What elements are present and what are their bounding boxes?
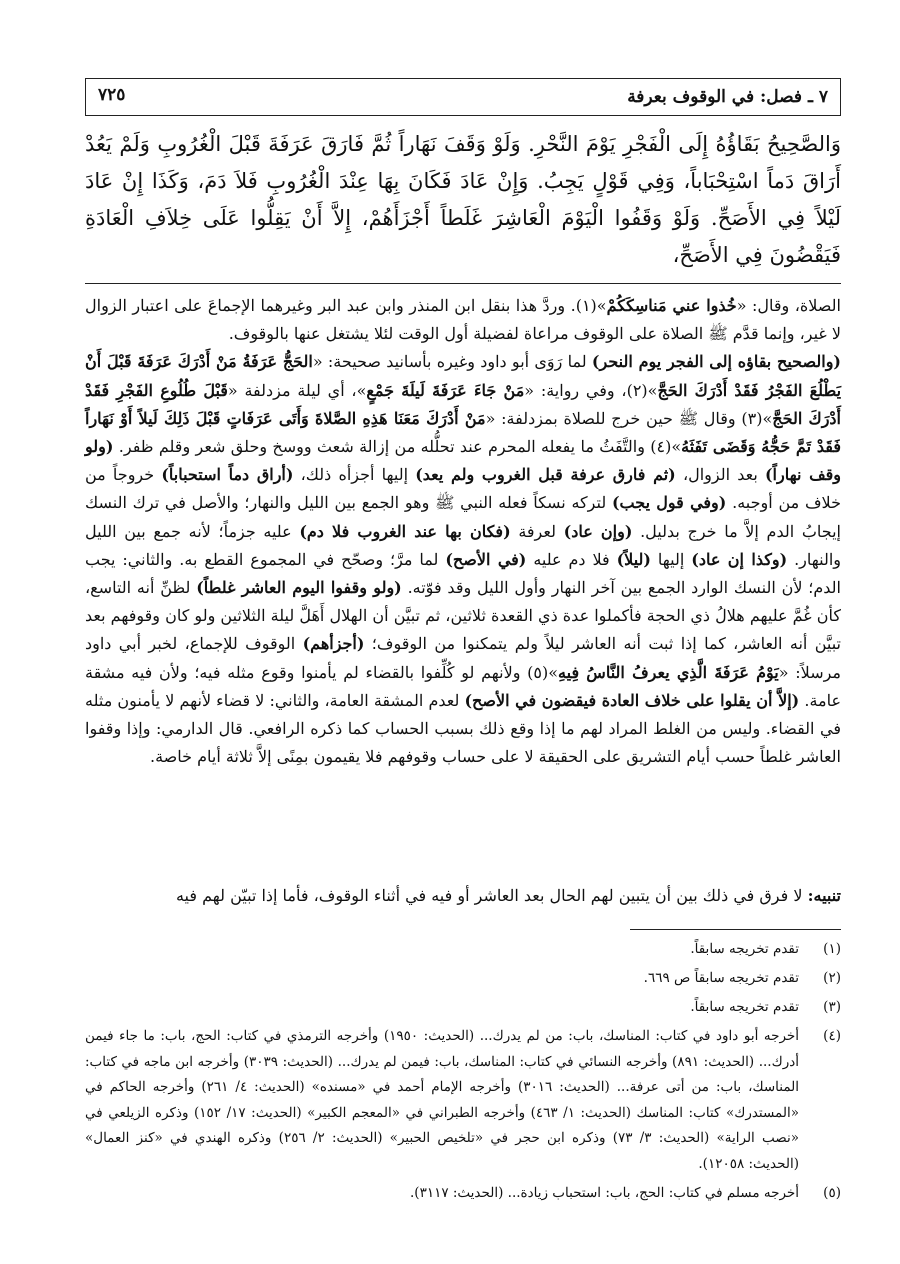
commentary-run: لظنِّ أنه التاسع، كأن غُمَّ عليهم هلالُ ذي الحجة فأكملوا عدة ذي القعدة ثلاثين، ثم تبيَّن أن الهلال أَهَلَّ ليلة الثلاثين ولو كان وقوفهم بعد تبيَّن أنه العاشر، كما إذا ثبت أنه العاشر ليلاً ولم يتمكنوا من الوقوف؛ [85, 578, 841, 654]
main-text: وَالصَّحِيحُ بَقَاؤُهُ إِلَى الْفَجْرِ يَوْمَ النَّحْرِ. وَلَوْ وَقَفَ نَهَاراً ثُمَّ فَارَقَ عَرَفَةَ قَبْلَ الْغُرُوبِ وَلَمْ يَعُدْ أَرَاقَ دَماً اسْتِحْبَاباً، وَفِي قَوْلٍ يَجِبُ. وَإِنْ عَادَ فَكَانَ بِهَا عِنْدَ الْغُرُوبِ فَلاَ دَمَ، وَكَذَا إِنْ عَادَ لَيْلاً فِي الأَصَحِّ. وَلَوْ وَقَفُوا الْيَوْمَ الْعَاشِرَ غَلَطاً أَجْزَأَهُمْ، إِلاَّ أَنْ يَقِلُّوا عَلَى خِلاَفِ الْعَادَةِ فَيَقْضُونَ فِي الأَصَحِّ، [85, 132, 841, 267]
note-text: لا فرق في ذلك بين أن يتبين لهم الحال بعد العاشر أو فيه في أثناء الوقوف، فأما إذا تبيّن لهم فيه [175, 886, 808, 905]
section-divider [85, 283, 841, 284]
footnote [85, 1181, 841, 1206]
commentary-bold-run: (ولو وقفوا اليوم العاشر غلطاً) [196, 578, 402, 598]
commentary-run: الصلاة، وقال: « [736, 296, 841, 315]
commentary-run: بعد الزوال، [675, 465, 765, 485]
commentary-run: الوقوف للإجماع، لخبر أبي داود مرسلاً: « [85, 634, 842, 682]
commentary-bold-run: الحَجُّ عَرَفَةُ مَنْ أَدْرَكَ عَرَفَةَ قَبْلَ أَنْ يَطْلُعَ الفَجْرُ فَقَدْ أَدْرَكَ الحَجَّ [85, 352, 842, 400]
note-label: تنبيه: [807, 886, 841, 905]
commentary-bold-run: (أراق دماً استحباباً) [161, 465, 294, 485]
footnote [85, 995, 841, 1020]
commentary-run: »(٢)، وفي رواية: « [524, 380, 658, 400]
commentary-bold-run: (إلاَّ أن يقلوا على خلاف العادة فيقضون في الأصح) [464, 690, 800, 710]
footnote-text: تقدم تخريجه سابقاً. [690, 999, 799, 1015]
commentary-run: خروجاً من خلاف من أوجبه. [85, 465, 841, 513]
footnote-number: (٥) [823, 1185, 841, 1201]
commentary-run: إليها أجزأه ذلك، [293, 465, 416, 485]
footnote-number: (١) [823, 941, 841, 957]
footnote [85, 1024, 841, 1177]
note-paragraph [85, 882, 841, 910]
commentary-bold-run: خُذوا عني مَناسِكَكُمْ [606, 296, 737, 315]
page-number: ٧٢٥ [98, 85, 126, 105]
commentary-paragraph [85, 348, 841, 771]
commentary-run: عليه جزماً؛ لأنه جمع بين الليل والنهار. [85, 521, 842, 569]
footnotes [85, 937, 841, 1210]
commentary-paragraph [85, 292, 841, 348]
footnote-number: (٤) [823, 1028, 841, 1044]
commentary-bold-run: (وكذا إن عاد) [691, 549, 788, 569]
commentary-bold-run: (وفي قول يجب) [611, 493, 727, 513]
commentary-bold-run: (أجزأهم) [302, 634, 365, 654]
commentary [85, 292, 841, 771]
commentary-run: »(٣) وقال ﷺ حين خرج للصلاة بمزدلفة: « [485, 408, 773, 428]
commentary-run: لتركه نسكاً فعله النبي ﷺ وهو الجمع بين الليل والنهار؛ والأصل في ترك النسك إيجابُ الدم إلاَّ ما خرج بدليل. [85, 493, 841, 541]
commentary-run: »(٤) والتَّفَثُ ما يفعله المحرم عند تحلُّله من إزالة شعث ووسخ وحلق شعر وقلم ظفر. [113, 437, 682, 457]
footnote [85, 937, 841, 962]
commentary-bold-run: (والصحيح بقاؤه إلى الفجر يوم النحر) [591, 352, 842, 372]
commentary-run: »، أي ليلة مزدلفة « [227, 380, 367, 400]
commentary-run: لما رَوَى أبو داود وغيره بأسانيد صحيحة: « [312, 352, 592, 372]
commentary-bold-run: مَنْ أَدْرَكَ مَعَنَا هَذِهِ الصَّلاةَ وَأَتَى عَرَفَاتٍ قَبْلَ ذَلِكَ لَيلاً أَوْ نَهَاراً فَقَدْ تَمَّ حَجُّهُ وَقَضَى تَفَثَهُ [85, 408, 841, 457]
commentary-bold-run: قَبْلَ طُلُوعِ الفَجْرِ فَقَدْ أَدْرَكَ الحَجَّ [85, 380, 842, 428]
running-header [85, 78, 841, 116]
commentary-run: إليها [650, 549, 692, 569]
footnote-text: تقدم تخريجه سابقاً ص ٦٦٩. [643, 970, 799, 986]
footnote-text: أخرجه أبو داود في كتاب: المناسك، باب: من لم يدرك... (الحديث: ١٩٥٠) وأخرجه الترمذي في كتاب: الحج، باب: ما جاء فيمن أدرك... (الحديث: ٨٩١) وأخرجه النسائي في كتاب: المناسك، باب: فيمن لم يدرك... (الحديث: ٣٠٣٩) وأخرجه ابن ماجه في كتاب: المناسك، باب: من أتى عرفة... (الحديث: ٣٠١٦) وأخرجه الإمام أحمد في «مسنده» (الحديث: ٤/ ٢٦١) وأخرجه الحاكم في «المستدرك» كتاب: المناسك (الحديث: ١/ ٤٦٣) وأخرجه الطبراني في «المعجم الكبير» (الحديث: ١٧/ ١٥٢) وذكره الزيلعي في «نصب الراية» (الحديث: ٣/ ٧٣) وذكره ابن حجر في «تلخيص الحبير» (الحديث: ٢/ ٢٥٦) وذكره الهندي في «كنز العمال» (الحديث: ١٢٠٥٨). [85, 1028, 800, 1172]
footnote-divider [630, 929, 841, 930]
commentary-bold-run: (ثم فارق عرفة قبل الغروب ولم يعد) [415, 465, 676, 485]
commentary-bold-run: مَنْ جَاءَ عَرَفَةَ لَيلَةَ جَمْعٍ [366, 380, 525, 400]
commentary-bold-run: يَوْمُ عَرَفَةَ الَّذِي يعرفُ النَّاسُ فِيهِ [558, 662, 779, 682]
footnote [85, 966, 841, 991]
footnote-text: تقدم تخريجه سابقاً. [690, 941, 799, 957]
commentary-run: لعدم المشقة العامة، والثاني: لا قضاء لأنهم لا يأمنون مثله في القضاء. وليس من الغلط المراد لهم ما إذا وقع ذلك بسبب الحساب كما ذكره الرافعي. قال الدارمي: وإذا وقفوا العاشر غلطاً حسب أيام التشريق على الحقيقة لا على حساب وقوفهم فلا يقيمون بمِنًى إلاَّ ثلاثة أيام خاصة. [85, 690, 842, 767]
commentary-bold-run: (فكان بها عند الغروب فلا دم) [299, 521, 511, 541]
footnote-number: (٣) [823, 999, 841, 1015]
commentary-bold-run: (ليلاً) [616, 549, 651, 569]
commentary-bold-run: (وإن عاد) [563, 521, 633, 541]
commentary-run: »(٥) ولأنهم لو كُلِّفوا بالقضاء لم يأمنوا وقوع مثله فيه؛ ولأن فيه مشقة عامة. [85, 662, 842, 710]
footnote-text: أخرجه مسلم في كتاب: الحج، باب: استحباب زيادة... (الحديث: ٣١١٧). [410, 1185, 799, 1201]
commentary-run: لما مرَّ؛ وصحّح في المجموع القطع به. والثاني: يجب الدم؛ لأن النسك الوارد الجمع بين آخر النهار وأول الليل وقد فوّته. [85, 549, 841, 598]
commentary-run: »(١). وردَّ هذا بنقل ابن المنذر وابن عبد البر وغيرهما الإجماعَ على اعتبار الزوال لا غير، وإنما قدَّم ﷺ الصلاة على الوقوف مراعاة لفضيلة أول الوقت لئلا يشتغل عنها بالوقوف. [85, 296, 841, 344]
commentary-bold-run: (ولو وقف نهاراً) [85, 437, 842, 485]
footnote-number: (٢) [823, 970, 841, 986]
commentary-bold-run: (في الأصح) [445, 549, 527, 569]
commentary-run: لعرفة [510, 521, 564, 541]
chapter-title: ٧ ـ فصل: في الوقوف بعرفة [627, 87, 828, 107]
commentary-run: فلا دم عليه [526, 549, 617, 569]
